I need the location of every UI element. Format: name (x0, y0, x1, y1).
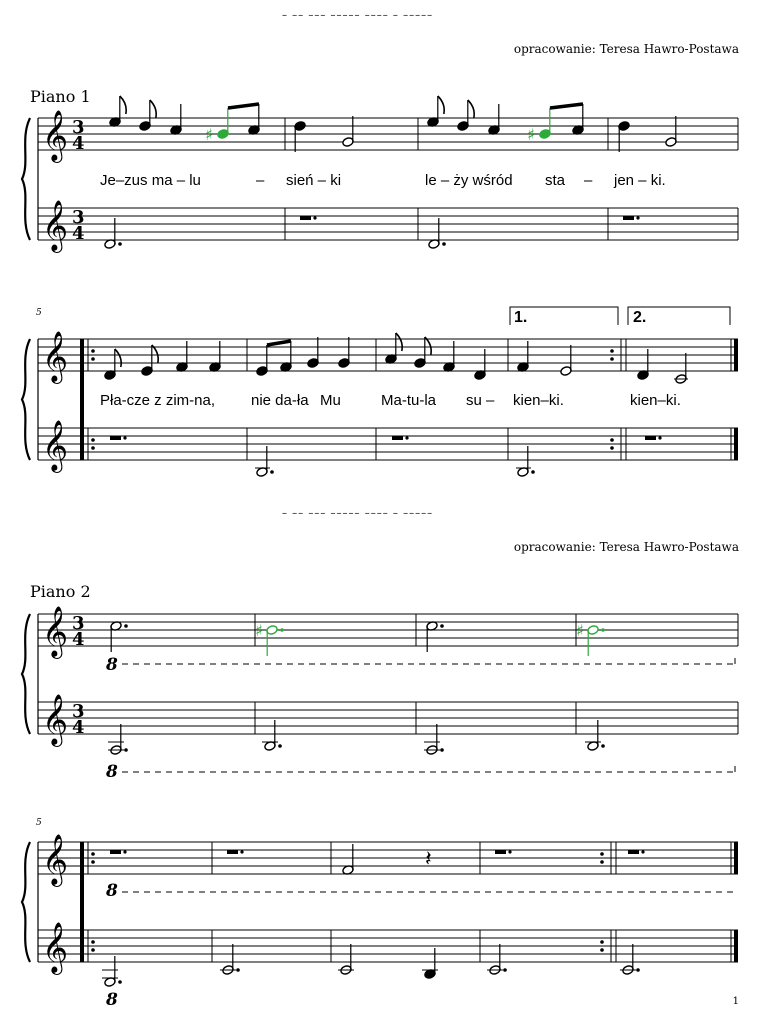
measure-rest (392, 436, 403, 440)
augmentation-dot (601, 744, 605, 748)
arranger-credit: opracowanie: Teresa Hawro-Postawa (513, 42, 739, 56)
rest-dot (658, 436, 661, 439)
augmentation-dot (118, 980, 122, 984)
ottava-mark-3: 8 (106, 881, 118, 901)
volta-2-label: 2. (633, 309, 647, 326)
note-flag (152, 345, 158, 363)
lyric-10: Mu (320, 392, 341, 409)
rest-dot (123, 436, 126, 439)
brace-icon (22, 842, 30, 962)
repeat-dot (91, 357, 95, 361)
time-signature-top: 3 (72, 701, 85, 722)
lyric-5: sta (545, 172, 566, 189)
lyric-2: – (256, 172, 265, 189)
treble-clef-icon: 𝄞 (42, 331, 69, 382)
rest-dot (313, 216, 316, 219)
quarter-rest-icon: 𝄽 (425, 847, 432, 872)
lyric-3: sień – ki (286, 172, 342, 189)
rest-dot (123, 850, 126, 853)
treble-clef-icon: 𝄞 (42, 420, 69, 471)
augmentation-dot (442, 242, 446, 246)
augmentation-dot (124, 624, 128, 628)
sharp-icon: ♯ (255, 621, 263, 640)
note-flag (425, 337, 431, 355)
measure-rest (110, 436, 121, 440)
ottava-mark-1: 8 (106, 655, 118, 675)
repeat-dot (610, 349, 614, 353)
repeat-dot (600, 948, 604, 952)
page-title: – –– ––– ––––– –––– – ––––– (282, 10, 434, 21)
lyric-12: su – (466, 392, 495, 409)
augmentation-dot (440, 624, 444, 628)
treble-clef-icon: 𝄞 (42, 922, 69, 973)
time-signature-top: 3 (72, 613, 85, 634)
repeat-dot (610, 438, 614, 442)
augmentation-dot (531, 470, 535, 474)
volta-1-label: 1. (514, 309, 528, 326)
note-flag (150, 100, 156, 118)
lyric-6: – (584, 172, 593, 189)
measure-rest (495, 850, 506, 854)
time-signature-bottom: 4 (72, 223, 85, 244)
repeat-dot (91, 438, 95, 442)
augmentation-dot (440, 748, 444, 752)
arranger-credit-2: opracowanie: Teresa Hawro-Postawa (513, 540, 739, 554)
repeat-dot (91, 446, 95, 450)
note-flag (115, 349, 121, 367)
volta-bracket-2 (628, 307, 730, 325)
lyric-9: nie da-ła (251, 392, 309, 409)
part-name-piano1: Piano 1 (30, 87, 91, 106)
repeat-dot (600, 940, 604, 944)
augmentation-dot (278, 744, 282, 748)
measure-rest (623, 216, 634, 220)
time-signature-bottom: 4 (72, 133, 85, 154)
brace-icon (22, 118, 30, 240)
repeat-dot (91, 860, 95, 864)
repeat-dot (610, 357, 614, 361)
treble-clef-icon: 𝄞 (42, 200, 69, 251)
time-signature-bottom: 4 (72, 629, 85, 650)
rest-dot (508, 850, 511, 853)
augmentation-dot (236, 968, 240, 972)
sharp-icon: ♯ (527, 125, 535, 144)
augmentation-dot (636, 968, 640, 972)
note-flag (468, 100, 474, 118)
lyric-13: kien–ki. (513, 392, 564, 409)
augmentation-dot (270, 470, 274, 474)
treble-clef-icon: 𝄞 (42, 694, 69, 745)
repeat-dot (91, 852, 95, 856)
repeat-dot (91, 948, 95, 952)
measure-rest (227, 850, 238, 854)
ottava-mark-4: 8 (106, 990, 118, 1010)
note-beam (550, 104, 583, 108)
treble-clef-icon: 𝄞 (42, 110, 69, 161)
sharp-icon: ♯ (205, 125, 213, 144)
repeat-dot (91, 940, 95, 944)
treble-clef-icon: 𝄞 (42, 606, 69, 657)
time-signature-top: 3 (72, 117, 85, 138)
treble-clef-icon: 𝄞 (42, 834, 69, 885)
lyric-8: Pła-cze z zim-na, (100, 392, 216, 409)
lyric-14: kien–ki. (630, 392, 681, 409)
augmentation-dot (118, 242, 122, 246)
augmentation-dot (601, 628, 605, 632)
rest-dot (405, 436, 408, 439)
rest-dot (240, 850, 243, 853)
note-beam (228, 104, 259, 108)
volta-bracket-1 (510, 307, 618, 325)
note-beam (267, 341, 291, 345)
measure-rest (300, 216, 311, 220)
repeat-dot (91, 349, 95, 353)
brace-icon (22, 614, 30, 734)
part-name-piano2: Piano 2 (30, 582, 91, 601)
measure-rest (628, 850, 639, 854)
lyric-4: le – ży wśród (425, 172, 513, 189)
measure-rest (110, 850, 121, 854)
ottava-mark-2: 8 (106, 762, 118, 782)
repeat-dot (600, 860, 604, 864)
note-flag (438, 96, 444, 114)
lyric-1: Je–zus ma – lu (100, 172, 201, 189)
repeat-dot (610, 446, 614, 450)
rest-dot (636, 216, 639, 219)
repeat-dot (600, 852, 604, 856)
augmentation-dot (503, 968, 507, 972)
measure-rest (645, 436, 656, 440)
time-signature-top: 3 (72, 207, 85, 228)
page-title-2: – –– ––– ––––– –––– – ––––– (282, 508, 434, 519)
lyric-11: Ma-tu-la (381, 392, 437, 409)
brace-icon (22, 339, 30, 460)
sharp-icon: ♯ (576, 621, 584, 640)
lyric-7: jen – ki. (614, 172, 666, 189)
page-number: 1 (732, 996, 739, 1007)
measure-number-5a: 5 (36, 308, 42, 318)
augmentation-dot (280, 628, 284, 632)
note-flag (396, 333, 402, 351)
augmentation-dot (124, 748, 128, 752)
note-flag (120, 96, 126, 114)
time-signature-bottom: 4 (72, 717, 85, 738)
measure-number-5b: 5 (36, 818, 42, 828)
rest-dot (641, 850, 644, 853)
